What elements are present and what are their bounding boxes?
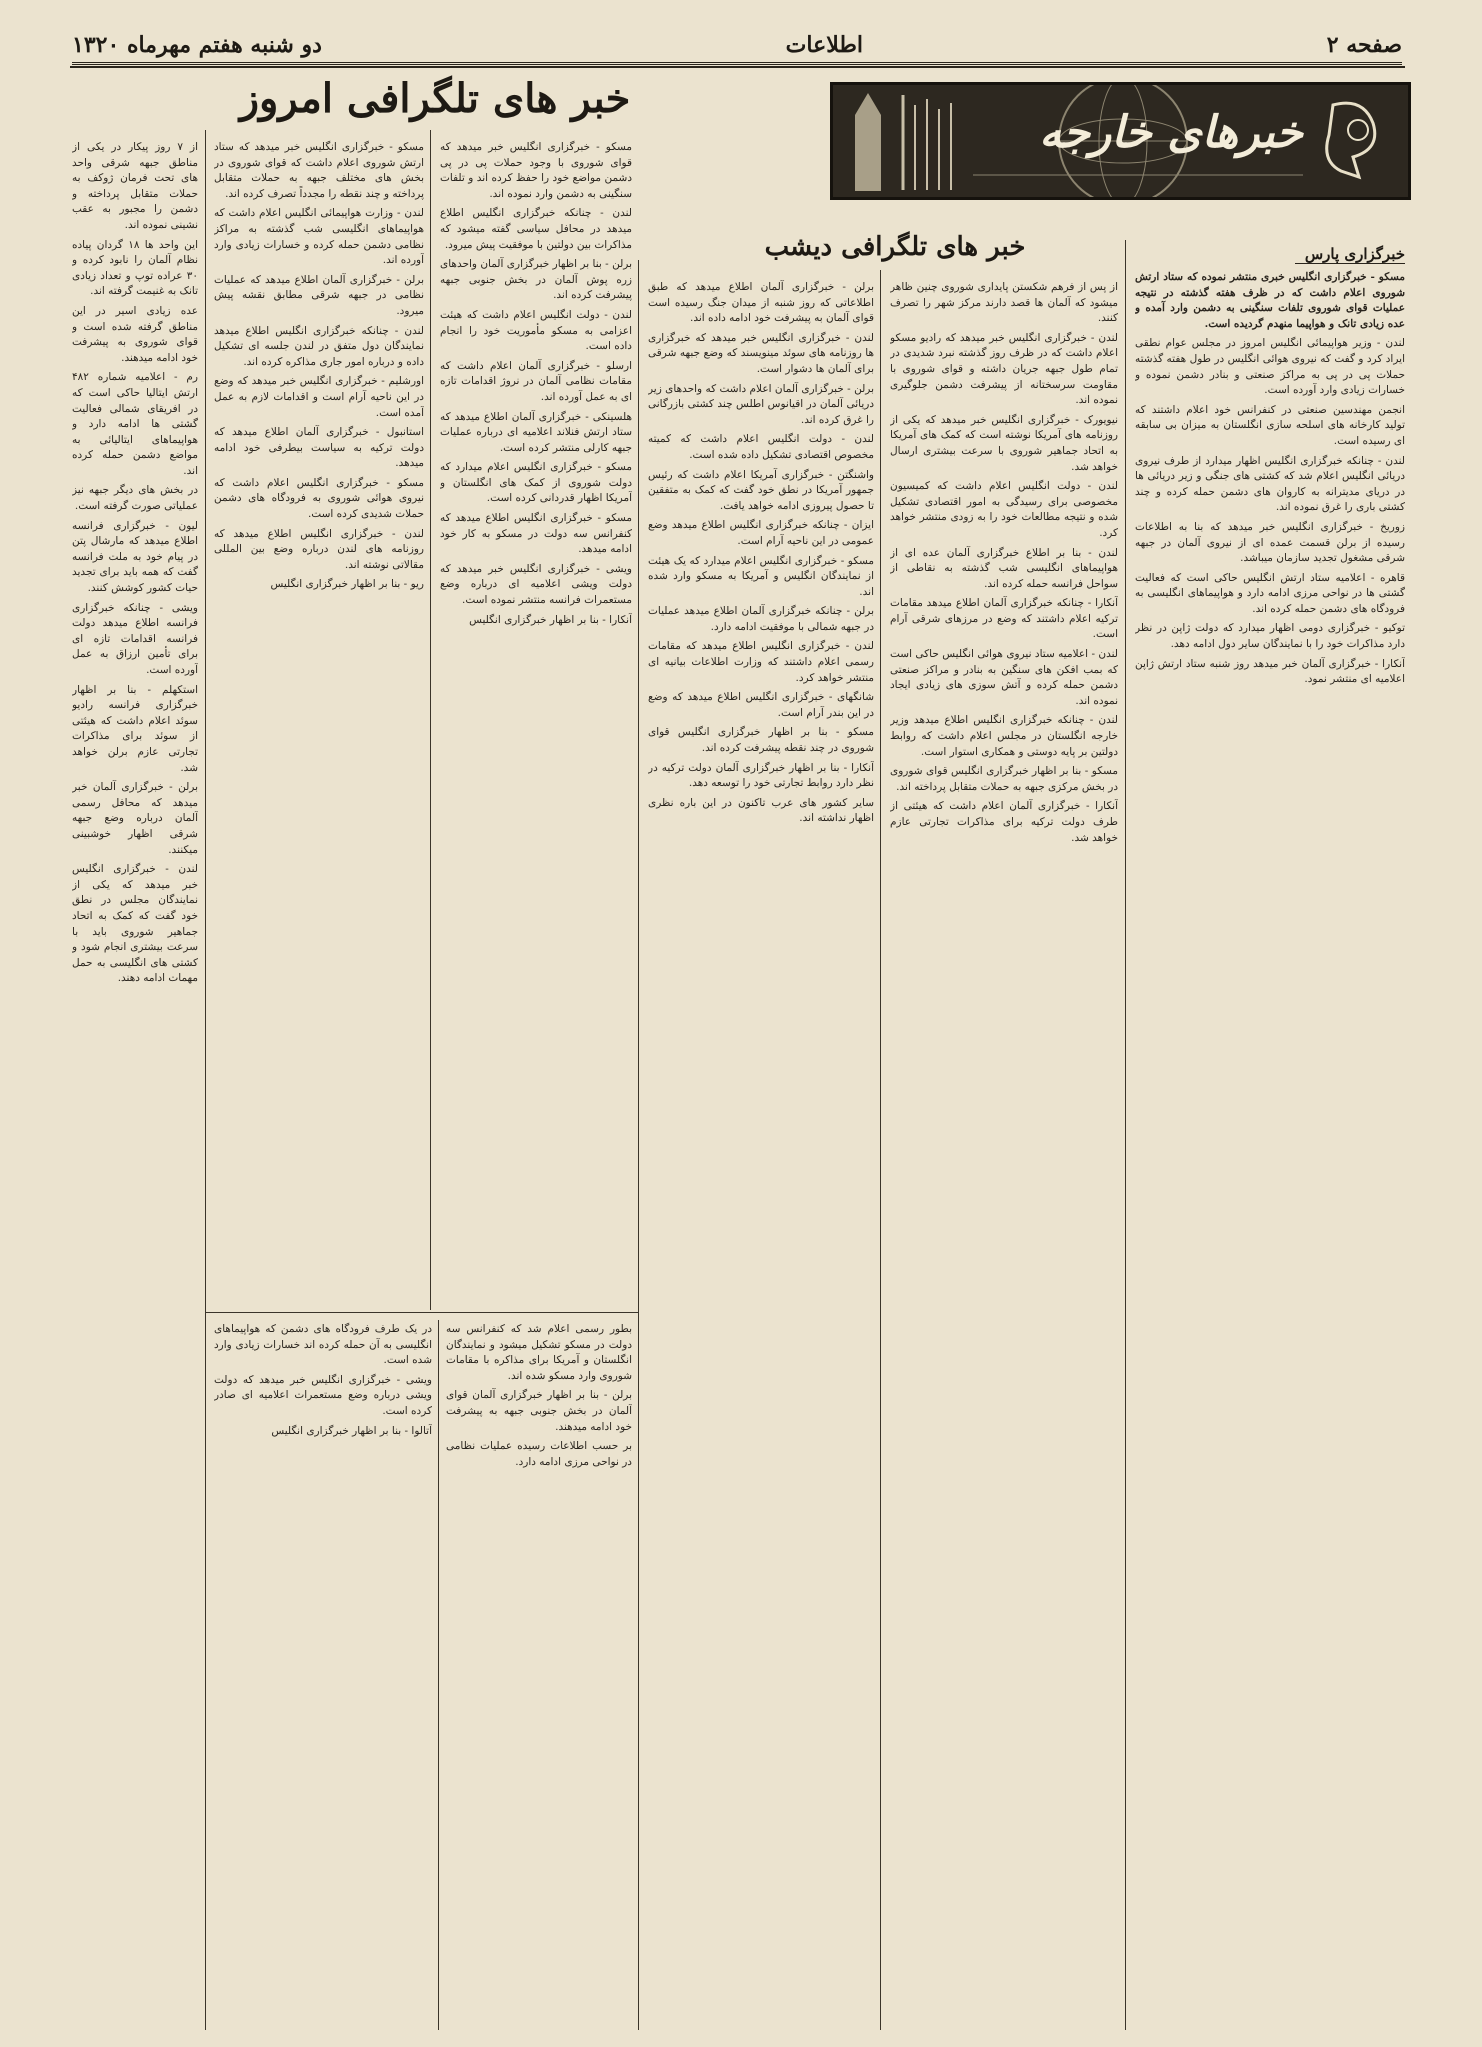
news-item: سایر کشور های عرب تاکنون در این باره نظری اظهار نداشته اند. — [648, 796, 874, 825]
headline-last-night: خبر های تلگرافی دیشب — [764, 232, 1026, 262]
column-5 — [214, 140, 424, 1306]
masthead-title: خبرهای خارجه — [1039, 107, 1303, 158]
news-item: استانبول - خبرگزاری آلمان اطلاع میدهد که دولت ترکیه به سیاست بیطرفی خود ادامه میدهد. — [214, 426, 424, 470]
news-item: لندن - دولت انگلیس اعلام داشت که کمیته مخصوص اقتصادی تشکیل داده شده است. — [648, 433, 874, 461]
section-rule — [205, 1312, 638, 1313]
news-item: توکیو - خبرگزاری دومی اظهار میدارد که دولت ژاپن در نظر دارد مذاکرات خود را با نمایندگان سایر دول ادامه دهد. — [1135, 622, 1405, 651]
news-item: لندن - خبرگزاری انگلیس خبر میدهد که خبرگزاری ها روزنامه های سوئد مینویسند که وضع جبهه شرقی برای آلمان ها دشوار است. — [648, 331, 874, 375]
news-item: مسکو - خبرگزاری انگلیس اعلام میدارد که دولت شوروی از کمک های انگلستان و آمریکا اظهار قدردانی کرده است. — [440, 461, 632, 505]
news-item: آنکارا - خبرگزاری آلمان خبر میدهد روز شنبه ستاد ارتش ژاپن اعلامیه ای منتشر نمود. — [1135, 657, 1405, 686]
news-item: برلن - بنا بر اظهار خبرگزاری آلمان واحدهای زره پوش آلمان در بخش جنوبی جبهه پیشرفت کرده اند. — [440, 258, 632, 302]
header-rule — [70, 66, 1405, 68]
news-item: این واحد ها ۱۸ گردان پیاده نظام آلمان را نابود کرده و ۳۰ عراده توپ و تعداد زیادی تانک به غنیمت گرفته اند. — [72, 238, 198, 298]
news-item: مسکو - خبرگزاری انگلیس اعلام میدارد که یک هیئت از نمایندگان انگلیس و آمریکا به مسکو وارد شده اند. — [648, 554, 874, 598]
news-item: لندن - وزارت هواپیمائی انگلیس اعلام داشت که هواپیماهای انگلیسی شب گذشته به مراکز نظامی دشمن حمله کرده و خسارات زیادی وارد آورده اند. — [214, 207, 424, 267]
news-item: اورشلیم - خبرگزاری انگلیس خبر میدهد که وضع در این ناحیه آرام است و اقدامات لازم به عمل آمده است. — [214, 375, 424, 419]
news-item: ارسلو - خبرگزاری آلمان اعلام داشت که مقامات نظامی آلمان در نروژ اقدامات تازه ای به عمل آورده اند. — [440, 359, 632, 403]
news-item: برلن - خبرگزاری آلمان اطلاع میدهد که عملیات نظامی در جبهه شرقی مطابق نقشه پیش میرود. — [214, 273, 424, 317]
news-item: لندن - خبرگزاری انگلیس خبر میدهد که رادیو مسکو اعلام داشت که در ظرف روز گذشته نبرد شدیدی در تمام طول جبهه جریان داشته و قوای شوروی با مقاومت سرسختانه از پیشرفت دشمن جلوگیری نموده اند. — [890, 331, 1118, 407]
column-rule — [438, 1320, 439, 2030]
news-item: استکهلم - بنا بر اظهار خبرگزاری فرانسه رادیو سوئد اعلام داشت که هیئتی از سوئد برای مذاکرات تجارتی عازم برلن خواهد شد. — [72, 683, 198, 774]
paper-name: اطلاعات — [785, 32, 863, 58]
news-item: زوریخ - خبرگزاری انگلیس خبر میدهد که بنا به اطلاعات رسیده از برلن قسمت عمده ای از نیروی آلمان در جبهه شرقی مشغول تجدید سازمان میباشد. — [1135, 520, 1405, 565]
news-item: لندن - دولت انگلیس اعلام داشت که هیئت اعزامی به مسکو مأموریت خود را انجام داده است. — [440, 308, 632, 353]
running-header — [72, 28, 1402, 65]
news-item: برلن - خبرگزاری آلمان اعلام داشت که واحدهای زیر دریائی آلمان در اقیانوس اطلس چند کشتی بازرگانی را غرق کرده اند. — [648, 382, 874, 426]
news-item: در بخش های دیگر جبهه نیز عملیاتی صورت گرفته است. — [72, 484, 198, 513]
news-item: هلسینکی - خبرگزاری آلمان اطلاع میدهد که ستاد ارتش فنلاند اعلامیه ای درباره عملیات جبهه کارلی منتشر کرده است. — [440, 410, 632, 454]
news-item: لندن - وزیر هواپیمائی انگلیس امروز در مجلس عوام نطقی ایراد کرد و گفت که نیروی هوائی انگلیس در طول هفته گذشته حملات پی در پی به مراکز صنعتی و بنادر دشمن نموده و خسارات زیادی وارد آورده است. — [1135, 337, 1405, 397]
foreign-news-masthead — [830, 82, 1411, 200]
news-item: نیویورک - خبرگزاری انگلیس خبر میدهد که یکی از روزنامه های آمریکا نوشته است که کمک های آمریکا به اتحاد جماهیر شوروی با سرعت بیشتری ارسال خواهد شد. — [890, 413, 1118, 473]
issue-date: دو شنبه هفتم مهرماه ۱۳۲۰ — [72, 32, 322, 58]
column-2 — [890, 280, 1118, 2030]
column-7 — [446, 1322, 632, 2030]
column-4 — [440, 140, 632, 1306]
news-item: ریو - بنا بر اظهار خبرگزاری انگلیس — [270, 578, 424, 591]
headline-today: خبر های تلگرافی امروز — [239, 75, 631, 122]
news-item: آنکارا - خبرگزاری آلمان اعلام داشت که هیئتی از طرف دولت ترکیه برای مذاکرات تجارتی عازم خواهد شد. — [890, 800, 1118, 844]
news-item: مسکو - خبرگزاری انگلیس خبری منتشر نموده که ستاد ارتش شوروی اعلام داشت که در ظرف هفته گذشته در نتیجه عملیات قوای شوروی تلفات سنگینی به دشمن وارد آمده و عده زیادی تانک و هواپیما منهدم گردیده است. — [1135, 271, 1405, 330]
news-item: مسکو - بنا بر اظهار خبرگزاری انگلیس قوای شوروی در بخش مرکزی جبهه به حملات متقابل پرداخته اند. — [890, 765, 1118, 793]
news-item: برلن - چنانکه خبرگزاری آلمان اطلاع میدهد عملیات در جبهه شمالی با موفقیت ادامه دارد. — [648, 605, 874, 633]
column-rule — [880, 270, 881, 2030]
news-item: از پس از فرهم شکستن پایداری شوروی چنین ظاهر میشود که آلمان ها قصد دارند مرکز شهر را تصرف کنند. — [890, 281, 1118, 325]
news-item: آنکارا - چنانکه خبرگزاری آلمان اطلاع میدهد مقامات ترکیه اعلام داشتند که وضع در مرزهای شرقی آرام است. — [890, 597, 1118, 641]
source-label: خبرگزاری پارس — [1295, 245, 1405, 264]
news-item: مسکو - خبرگزاری انگلیس خبر میدهد که ستاد ارتش شوروی اعلام داشت که قوای شوروی در بخش های مختلف جبهه به حملات متقابل پرداخته و چند نقطه را مجدداً تصرف کرده اند. — [214, 141, 424, 200]
column-8 — [214, 1322, 432, 2030]
column-rule — [430, 130, 431, 1310]
news-item: ایزان - چنانکه خبرگزاری انگلیس اطلاع میدهد وضع عمومی در این ناحیه آرام است. — [648, 519, 874, 547]
column-rule — [1125, 240, 1126, 2030]
news-item: رم - اعلامیه شماره ۴۸۲ ارتش ایتالیا حاکی است که در افریقای شمالی فعالیت گشتی ها ادامه دارد و هواپیماهای ایتالیائی به مواضع دشمن حمله کرده اند. — [72, 371, 198, 477]
news-item: لندن - خبرگزاری انگلیس خبر میدهد که یکی از نمایندگان مجلس در نطق خود گفت که کمک به اتحاد جماهیر شوروی باید با سرعت بیشتری انجام شود و کشتی های انگلیسی به حمل مهمات ادامه دهند. — [72, 863, 198, 985]
news-item: عده زیادی اسیر در این مناطق گرفته شده است و قوای شوروی به پیشرفت خود ادامه میدهند. — [72, 304, 198, 364]
news-item: مسکو - خبرگزاری انگلیس اعلام داشت که نیروی هوائی شوروی به فرودگاه های دشمن حملات شدیدی کرده است. — [214, 476, 424, 521]
news-item: شانگهای - خبرگزاری انگلیس اطلاع میدهد که وضع در این بندر آرام است. — [648, 691, 874, 719]
news-item: مسکو - بنا بر اظهار خبرگزاری انگلیس قوای شوروی در چند نقطه پیشرفت کرده اند. — [648, 726, 874, 755]
news-item: لندن - دولت انگلیس اعلام داشت که کمیسیون مخصوصی برای رسیدگی به امور اقتصادی تشکیل شده و نتیجه مطالعات خود را به زودی منتشر خواهد کرد. — [890, 480, 1118, 539]
news-item: ویشی - چنانکه خبرگزاری فرانسه اطلاع میدهد دولت فرانسه اقدامات تازه ای برای تأمین ارزاق به عمل آورده است. — [72, 601, 198, 676]
news-item: لندن - بنا بر اطلاع خبرگزاری آلمان عده ای از هواپیماهای انگلیسی شب گذشته به نقاطی از سواحل فرانسه حمله کرده اند. — [890, 546, 1118, 590]
news-item: بر حسب اطلاعات رسیده عملیات نظامی در نواحی مرزی ادامه دارد. — [446, 1440, 632, 1468]
news-item: برلن - خبرگزاری آلمان خبر میدهد که محافل رسمی آلمان درباره وضع جبهه شرقی اظهار خوشبینی میکنند. — [72, 781, 198, 856]
news-item: ویشی - خبرگزاری انگلیس خبر میدهد که دولت ویشی درباره وضع مستعمرات اعلامیه ای صادر کرده است. — [214, 1373, 432, 1417]
news-item: لندن - چنانکه خبرگزاری انگلیس اطلاع میدهد در محافل سیاسی گفته میشود که مذاکرات بین دولتین با موفقیت پیش میرود. — [440, 207, 632, 251]
news-item: برلن - بنا بر اظهار خبرگزاری آلمان قوای آلمان در بخش جنوبی جبهه به پیشرفت خود ادامه میدهند. — [446, 1389, 632, 1433]
news-item: لندن - چنانکه خبرگزاری انگلیس اطلاع میدهد نمایندگان دول متفق در لندن جلسه ای تشکیل داده و درباره امور جاری مذاکره کرده اند. — [214, 324, 424, 368]
column-6 — [72, 140, 198, 2030]
news-item: انجمن مهندسین صنعتی در کنفرانس خود اعلام داشتند که تولید کارخانه های اسلحه سازی انگلستان به میزان بی سابقه ای رسیده است. — [1135, 403, 1405, 447]
news-item: بطور رسمی اعلام شد که کنفرانس سه دولت در مسکو تشکیل میشود و نمایندگان انگلستان و آمریکا برای مذاکره با مقامات شوروی وارد مسکو شده اند. — [446, 1323, 632, 1382]
news-item: لندن - چنانکه خبرگزاری انگلیس اطلاع میدهد وزیر خارجه انگلستان در مجلس اعلام داشت که روابط دولتین بر پایه دوستی و همکاری استوار است. — [890, 714, 1118, 758]
column-rule — [205, 130, 206, 2030]
news-item: قاهره - اعلامیه ستاد ارتش انگلیس حاکی است که فعالیت گشتی ها در نواحی مرزی ادامه دارد و هواپیماهای انگلیسی به فرودگاه های دشمن حمله کرده اند. — [1135, 571, 1405, 615]
news-item: برلن - خبرگزاری آلمان اطلاع میدهد که طبق اطلاعاتی که روز شنبه از میدان جنگ رسیده است قوای آلمان به پیشرفت خود ادامه داده اند. — [648, 281, 874, 325]
news-item: آنکارا - بنا بر اظهار خبرگزاری آلمان دولت ترکیه در نظر دارد روابط تجارتی خود را توسعه دهد. — [648, 761, 874, 790]
column-rule — [638, 260, 639, 2030]
news-item: از ۷ روز پیکار در یکی از مناطق جبهه شرقی واحد های تحت فرمان ژوکف به حملات متقابل پرداخته و دشمن را مجبور به عقب نشینی نموده اند. — [72, 141, 198, 231]
page-number: صفحه ۲ — [1326, 32, 1402, 58]
news-item: ویشی - خبرگزاری انگلیس خبر میدهد که دولت ویشی اعلامیه ای درباره وضع مستعمرات فرانسه منتشر نموده است. — [440, 562, 632, 607]
news-item: مسکو - خبرگزاری انگلیس اطلاع میدهد که کنفرانس سه دولت در مسکو به کار خود ادامه میدهد. — [440, 512, 632, 556]
news-item: لندن - خبرگزاری انگلیس اطلاع میدهد که روزنامه های لندن درباره وضع بین المللی مقالاتی نوشته اند. — [214, 527, 424, 571]
news-item: واشنگتن - خبرگزاری آمریکا اعلام داشت که رئیس جمهور آمریکا در نطق خود گفت که کمک به متفقین تا حصول پیروزی ادامه خواهد یافت. — [648, 468, 874, 512]
column-1 — [1135, 270, 1405, 2030]
news-item: در یک طرف فرودگاه های دشمن که هواپیماهای انگلیسی به آن حمله کرده اند خسارات زیادی وارد شده است. — [214, 1323, 432, 1367]
news-item: آنکارا - بنا بر اظهار خبرگزاری انگلیس — [469, 613, 632, 626]
news-item: لندن - چنانکه خبرگزاری انگلیس اظهار میدارد از طرف نیروی دریائی انگلیس اعلام شد که کشتی های جنگی و زیر دریائی ها در دریای مدیترانه به کاروان های دشمن حمله کرده و چند کشتی باری را غرق نموده اند. — [1135, 454, 1405, 514]
news-item: مسکو - خبرگزاری انگلیس خبر میدهد که قوای شوروی با وجود حملات پی در پی دشمن مواضع خود را حفظ کرده اند و تلفات سنگینی به دشمن وارد نموده اند. — [440, 141, 632, 200]
news-item: لندن - اعلامیه ستاد نیروی هوائی انگلیس حاکی است که بمب افکن های سنگین به بنادر و مراکز صنعتی دشمن حمله کرده و آتش سوزی های زیادی ایجاد نموده اند. — [890, 648, 1118, 707]
column-3 — [648, 280, 874, 2030]
news-item: آتالوا - بنا بر اظهار خبرگزاری انگلیس — [271, 1424, 432, 1437]
news-item: لندن - خبرگزاری انگلیس اطلاع میدهد که مقامات رسمی اعلام داشتند که وزارت اطلاعات بیانیه ای منتشر خواهد کرد. — [648, 640, 874, 684]
news-item: لیون - خبرگزاری فرانسه اطلاع میدهد که مارشال پتن در پیام خود به ملت فرانسه گفت که همه باید برای تجدید حیات کشور کوشش کنند. — [72, 519, 198, 595]
